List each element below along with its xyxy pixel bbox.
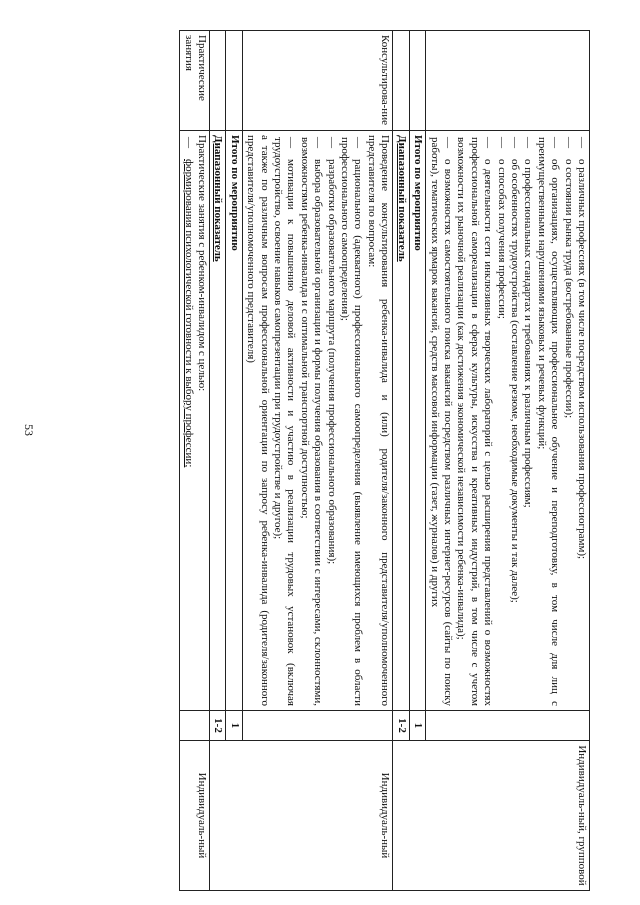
- list-item: —о способах получения профессии;: [495, 137, 508, 319]
- section2-intro: Проведение консультирования ребенка-инвалида и (или) родителя/законного представителя/уполномоченного представителя по вопросам:: [365, 135, 392, 706]
- section3-items-cell: [180, 131, 210, 711]
- list-item: —о состоянии рынка труда (востребованные профессии);: [562, 137, 575, 419]
- section1-total-label: Итого по мероприятию: [409, 131, 425, 711]
- section1-empty-cell: [426, 711, 590, 741]
- section1-name-cell: [426, 31, 590, 131]
- section2-name-cell: Консультирова-ние: [242, 31, 392, 131]
- section2-items-cell: [242, 131, 392, 711]
- section2-total-value: 1: [226, 711, 242, 741]
- list-item: —о различных профессиях (в том числе посредством использования профессиограмм);: [576, 137, 588, 560]
- section2-total-label: Итого по мероприятию: [226, 131, 242, 711]
- list-item: —об организациях, осуществляющих профессиональное обучение и переподготовку, в том числе для лиц с преимущественными нарушениями языковых и речевых функций;: [535, 137, 562, 706]
- section3-name-cell: Практические занятия: [180, 31, 210, 131]
- list-item: —выбора образовательной организации и формы получения образования в соответствии с интересами, склонностями, возможностями ребенка-инвалида и с оптимальной транспортной доступностью;: [298, 137, 325, 706]
- section2-items-row: [242, 31, 392, 891]
- section1-form-cell: Индивидуаль-ный, групповой: [393, 741, 590, 891]
- section3-intro: Практические занятия с ребенком-инвалидом с целью:: [196, 135, 209, 392]
- section2-tail: а также по различным вопросам профессиональной ориентации по запросу ребенка-инвалида (родителя/законного представителя/уполномоченного представителя): [245, 135, 271, 706]
- list-item: —о деятельности сети инклюзивных творческих лабораторий с целью расширения представлений о возможностях профессиональной самореализации в сферах культуры, искусства и креативных индустрий, в том числе с учетом возможности их рыночной реализации (как достижения экономической независимости ребенка-инвалида);: [455, 137, 495, 706]
- section3-form-cell: Индивидуаль-ный: [180, 741, 210, 891]
- rotated-table-sheet: [10, 30, 590, 890]
- section2-form-cell: Индивидуаль-ный: [210, 741, 393, 891]
- section1-items-row: [426, 31, 590, 891]
- section1-range-label: Диапазонный показатель: [393, 131, 409, 711]
- section1-items-cell: [426, 131, 590, 711]
- section1-total-value: 1: [409, 711, 425, 741]
- list-item: —мотивации к повышению деловой активности и участию в реализации трудовых установок (включая трудоустройство, освоение навыков самопрезентации при трудоустройстве и другое);: [272, 137, 298, 706]
- section3-items-row: [180, 31, 210, 891]
- section2-range-label: Диапазонный показатель: [210, 131, 226, 711]
- list-item: —разработки образовательного маршрута (получения профессионального образования);: [325, 137, 338, 565]
- list-item: —о профессиональных стандартах и требованиях к различным профессиям;: [522, 137, 535, 508]
- list-item: —о возможностях самостоятельного поиска вакансий посредством различных интернет-ресурсов (сайты по поиску работы), тематических ярмарок вакансий, средств массовой информации (газет, журналов) и других: [428, 137, 454, 706]
- rehabilitation-table: [179, 30, 590, 891]
- list-item: —рационального (адекватного) профессионального самоопределения (выявление имеющихся проблем в области профессионального самоопределения);: [339, 137, 365, 706]
- list-item: —об особенностях трудоустройства (составление резюме, необходимые документы и так далее);: [508, 137, 521, 603]
- page-number: 53: [22, 424, 36, 436]
- section1-range-value: 1-2: [393, 711, 409, 741]
- list-item: —формирования психологической готовности к выбору профессии;: [182, 137, 195, 468]
- section2-range-value: 1-2: [210, 711, 226, 741]
